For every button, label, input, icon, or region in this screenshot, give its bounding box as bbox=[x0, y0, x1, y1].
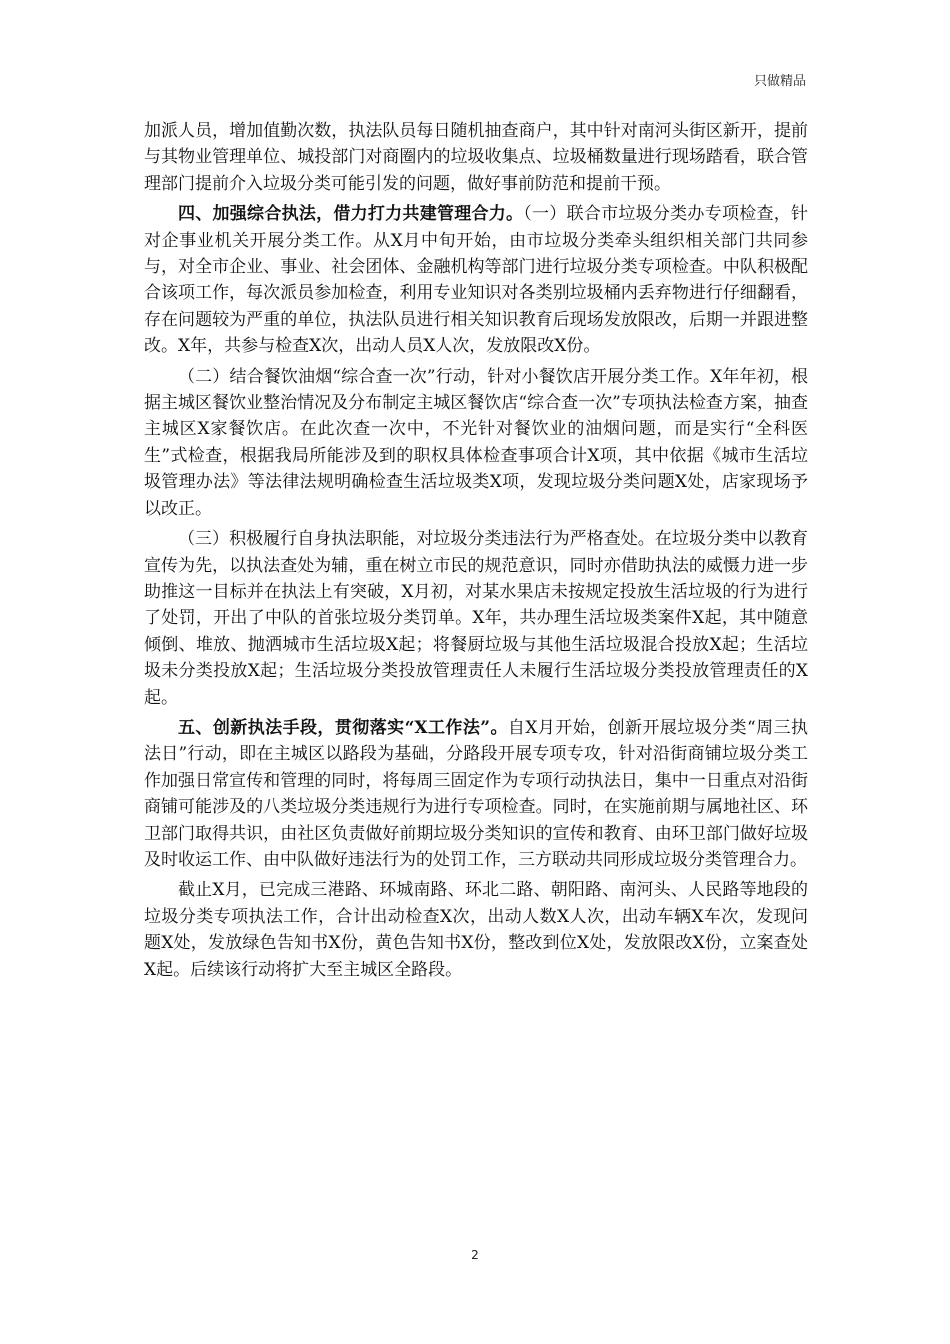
header-label: 只做精品 bbox=[753, 74, 806, 89]
paragraph-text: （三）积极履行自身执法职能，对垃圾分类违法行为严格查处。在垃圾分类中以教育宣传为先，以执法查处为辅，重在树立市民的规范意识，同时亦借助执法的威慑力进一步助推这一目标并在执法上有突破，X月初，对某水果店未按规定投放生活垃圾的行为进行了处罚，开出了中队的首张垃圾分类罚单。X年，共办理生活垃圾类案件X起，其中随意倾倒、堆放、抛洒城市生活垃圾X起；将餐厨垃圾与其他生活垃圾混合投放X起；生活垃圾未分类投放X起；生活垃圾分类投放管理责任人未履行生活垃圾分类投放管理责任的X起。 bbox=[144, 529, 808, 708]
paragraph-section-four bbox=[144, 201, 808, 359]
document-body bbox=[144, 118, 808, 987]
paragraph-text: 加派人员，增加值勤次数，执法队员每日随机抽查商户，其中针对南河头街区新开，提前与其物业管理单位、城投部门对商圈内的垃圾收集点、垃圾桶数量进行现场踏看，联合管理部门提前介入垃圾分类可能引发的问题，做好事前防范和提前干预。 bbox=[144, 121, 808, 194]
paragraph-text: 自X月开始，创新开展垃圾分类“周三执法日”行动，即在主城区以路段为基础，分路段开展专项专攻，针对沿街商铺垃圾分类工作加强日常宣传和管理的同时，将每周三固定作为专项行动执法日，集中一日重点对沿街商铺可能涉及的八类垃圾分类违规行为进行专项检查。同时，在实施前期与属地社区、环卫部门取得共识，由社区负责做好前期垃圾分类知识的宣传和教育、由环卫部门做好垃圾及时收运工作、由中队做好违法行为的处罚工作，三方联动共同形成垃圾分类管理合力。 bbox=[144, 717, 808, 870]
page-number: 2 bbox=[471, 1248, 479, 1262]
paragraph-summary bbox=[144, 877, 808, 983]
section-heading: 五、创新执法手段，贯彻落实“X工作法”。 bbox=[178, 717, 508, 738]
section-heading: 四、加强综合执法，借力打力共建管理合力。 bbox=[178, 204, 524, 225]
paragraph-section-five bbox=[144, 715, 808, 873]
paragraph-text: （一）联合市垃圾分类办专项检查，针对企事业机关开展分类工作。从X月中旬开始，由市垃圾分类牵头组织相关部门共同参与，对全市企业、事业、社会团体、金融机构等部门进行垃圾分类专项检查。中队积极配合该项工作，每次派员参加检查，利用专业知识对各类别垃圾桶内丢弃物进行仔细翻看，存在问题较为严重的单位，执法队员进行相关知识教育后现场发放限改，后期一并跟进整改。X年，共参与检查X次，出动人员X人次，发放限改X份。 bbox=[144, 204, 809, 357]
paragraph-text: 截止X月，已完成三港路、环城南路、环北二路、朝阳路、南河头、人民路等地段的垃圾分类专项执法工作，合计出动检查X次，出动人数X人次，出动车辆X车次，发现问题X处，发放绿色告知书X份，黄色告知书X份，整改到位X处，发放限改X份，立案查处X起。后续该行动将扩大至主城区全路段。 bbox=[144, 880, 808, 980]
paragraph-text: （二）结合餐饮油烟“综合查一次”行动，针对小餐饮店开展分类工作。X年年初，根据主城区餐饮业整治情况及分布制定主城区餐饮店“综合查一次”专项执法检查方案，抽查主城区X家餐饮店。在此次查一次中，不光针对餐饮业的油烟问题，而是实行“全科医生”式检查，根据我局所能涉及到的职权具体检查事项合计X项，其中依据《城市生活垃圾管理办法》等法律法规明确检查生活垃圾类X项，发现垃圾分类问题X处，店家现场予以改正。 bbox=[144, 366, 808, 519]
paragraph-item-two bbox=[144, 364, 808, 522]
paragraph-continuation bbox=[144, 118, 808, 197]
paragraph-item-three bbox=[144, 526, 808, 711]
